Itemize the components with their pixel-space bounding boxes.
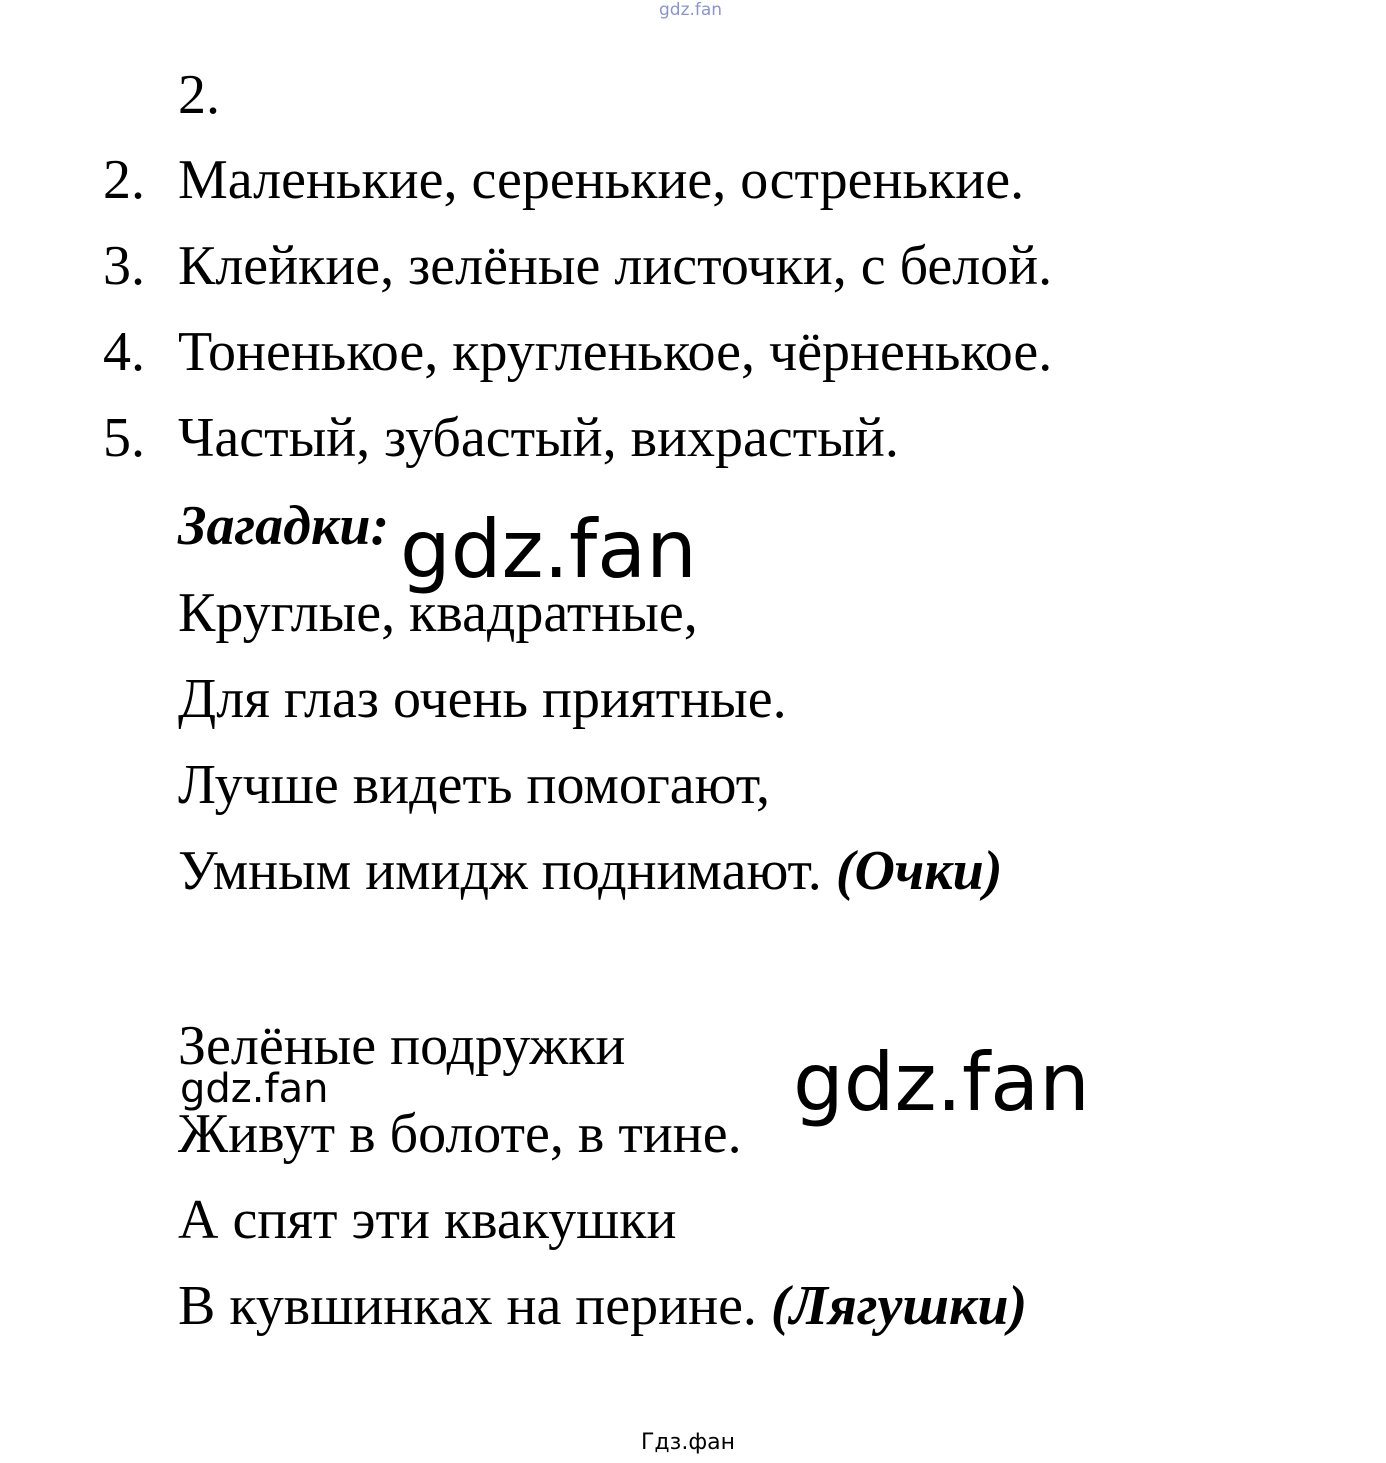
answer-text: Клейкие, зелёные листочки, с белой.	[178, 235, 1053, 297]
answer-text: Маленькие, серенькие, остренькие.	[178, 149, 1025, 211]
answer-first-number: 2.	[178, 64, 220, 126]
riddle-answer: (Очки)	[835, 840, 1003, 902]
riddle-last-line	[178, 1275, 1028, 1337]
answer-text: Частый, зубастый, вихрастый.	[178, 407, 899, 469]
watermark-large: gdz.fan	[400, 503, 697, 596]
riddle-line: Для глаз очень приятные.	[178, 668, 787, 730]
footer-watermark: Гдз.фан	[641, 1430, 735, 1455]
riddle-line: Круглые, квадратные,	[178, 582, 698, 644]
answer-text: Тоненькое, кругленькое, чёрненькое.	[178, 321, 1053, 383]
answer-number: 5.	[103, 407, 145, 469]
riddle-line-text: В кувшинках на перине.	[178, 1275, 771, 1337]
riddles-heading: Загадки:	[178, 495, 390, 557]
riddle-line: Лучше видеть помогают,	[178, 754, 771, 816]
riddle-line-text: Умным имидж поднимают.	[178, 840, 836, 902]
answer-number: 2.	[103, 149, 145, 211]
riddle-line: А спят эти квакушки	[178, 1189, 677, 1251]
riddle-line: Живут в болоте, в тине.	[178, 1103, 742, 1165]
riddle-line: Зелёные подружки	[178, 1015, 626, 1077]
watermark-small: gdz.fan	[180, 1066, 329, 1112]
riddle-last-line	[178, 840, 1003, 902]
answer-number: 3.	[103, 235, 145, 297]
watermark-top-small: gdz.fan	[659, 0, 723, 20]
riddle-answer: (Лягушки)	[770, 1275, 1028, 1337]
answer-number: 4.	[103, 321, 145, 383]
watermark-large: gdz.fan	[793, 1036, 1090, 1129]
